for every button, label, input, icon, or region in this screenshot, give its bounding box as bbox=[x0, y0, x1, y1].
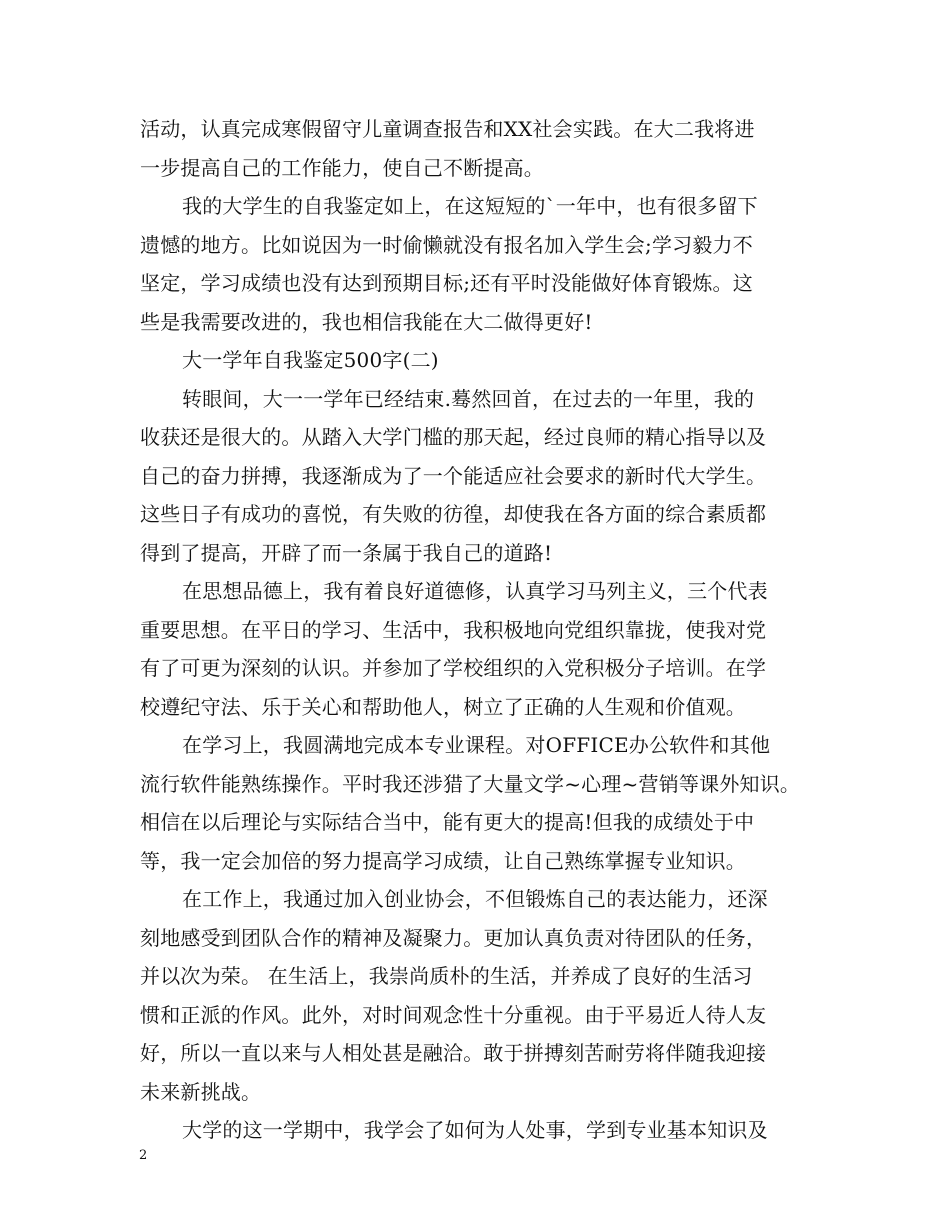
text-line: 大学的这一学期中，我学会了如何为人处事，学到专业基本知识及 bbox=[182, 1118, 768, 1142]
text-line: 未来新挑战。 bbox=[140, 1079, 262, 1104]
text-line: 大一学年自我鉴定500字(二) bbox=[182, 348, 439, 372]
page-number: 2 bbox=[139, 1148, 148, 1163]
text-line: 我的大学生的自我鉴定如上，在这短短的`一年中，也有很多留下 bbox=[182, 194, 758, 218]
text-line: 重要思想。在平日的学习、生活中，我积极地向党组织靠拢，使我对党 bbox=[140, 617, 767, 642]
text-line: 在工作上，我通过加入创业协会，不但锻炼自己的表达能力，还深 bbox=[182, 887, 768, 911]
text-line: 好，所以一直以来与人相处甚是融洽。敢于拼搏刻苦耐劳将伴随我迎接 bbox=[140, 1041, 767, 1065]
text-line: 一步提高自己的工作能力，使自己不断提高。 bbox=[140, 155, 544, 180]
text-line: 得到了提高，开辟了而一条属于我自己的道路! bbox=[140, 540, 553, 565]
text-line: 惯和正派的作风。此外，对时间观念性十分重视。由于平易近人待人友 bbox=[140, 1002, 767, 1027]
text-line: 在学习上，我圆满地完成本专业课程。对OFFICE办公软件和其他 bbox=[182, 733, 771, 757]
text-line: 自己的奋力拼搏，我逐渐成为了一个能适应社会要求的新时代大学生。 bbox=[140, 463, 767, 488]
text-line: 转眼间，大一一学年已经结束.蓦然回首，在过去的一年里，我的 bbox=[182, 386, 755, 411]
text-line: 等，我一定会加倍的努力提高学习成绩，让自己熟练掌握专业知识。 bbox=[140, 848, 746, 873]
text-line: 相信在以后理论与实际结合当中，能有更大的提高!但我的成绩处于中 bbox=[140, 810, 755, 834]
text-line: 流行软件能熟练操作。平时我还涉猎了大量文学~心理~营销等课外知识。 bbox=[140, 771, 801, 796]
text-line: 校遵纪守法、乐于关心和帮助他人，树立了正确的人生观和价值观。 bbox=[140, 694, 746, 719]
text-line: 活动，认真完成寒假留守儿童调查报告和XX社会实践。在大二我将进 bbox=[140, 117, 755, 141]
text-line: 收获还是很大的。从踏入大学门槛的那天起，经过良师的精心指导以及 bbox=[140, 425, 767, 449]
text-line: 坚定，学习成绩也没有达到预期目标;还有平时没能做好体育锻炼。这 bbox=[140, 271, 753, 295]
text-line: 这些日子有成功的喜悦，有失败的彷徨，却使我在各方面的综合素质都 bbox=[140, 502, 767, 526]
body-text bbox=[140, 110, 830, 1150]
text-line: 有了可更为深刻的认识。并参加了学校组织的入党积极分子培训。在学 bbox=[140, 656, 767, 680]
text-line: 刻地感受到团队合作的精神及凝聚力。更加认真负责对待团队的任务， bbox=[140, 925, 767, 950]
text-line: 并以次为荣。 在生活上，我崇尚质朴的生活，并养成了良好的生活习 bbox=[140, 964, 753, 988]
text-line: 在思想品德上，我有着良好道德修，认真学习马列主义，三个代表 bbox=[182, 579, 768, 603]
text-line: 些是我需要改进的，我也相信我能在大二做得更好! bbox=[140, 309, 593, 334]
text-line: 遗憾的地方。比如说因为一时偷懒就没有报名加入学生会;学习毅力不 bbox=[140, 232, 753, 257]
